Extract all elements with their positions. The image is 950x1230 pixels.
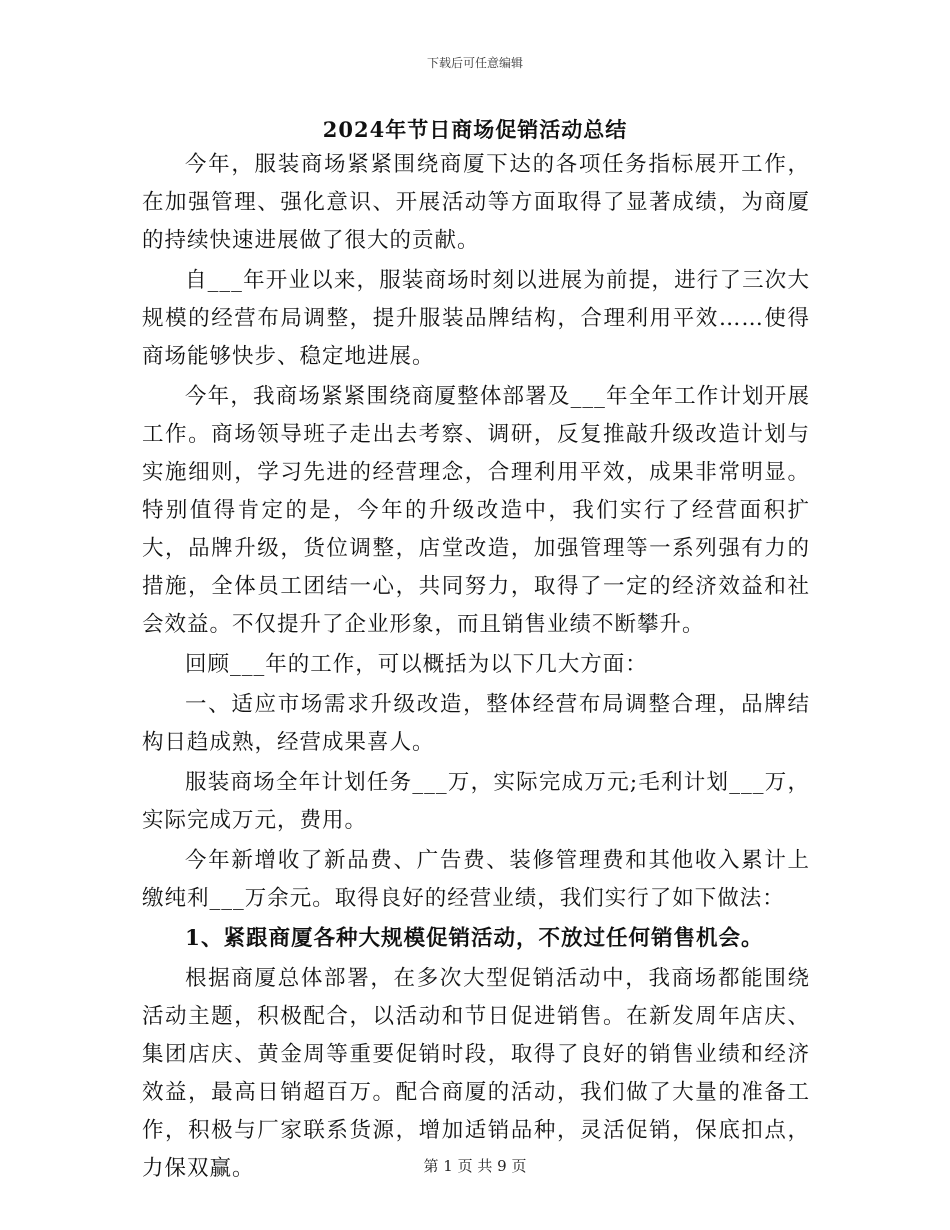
paragraph-opening-history: 自___年开业以来，服装商场时刻以进展为前提，进行了三次大规模的经营布局调整，提升服装品牌结构，合理利用平效……使得商场能够快步、稳定地进展。 bbox=[142, 268, 810, 369]
paragraph-annual-plan: 今年，我商场紧紧围绕商厦整体部署及___年全年工作计划开展工作。商场领导班子走出去考察、调研，反复推敲升级改造计划与实施细则，学习先进的经营理念，合理利用平效，成果非常明显。特别值得肯定的是，今年的升级改造中，我们实行了经营面积扩大，品牌升级，货位调整，店堂改造，加强管理等一系列强有力的措施，全体员工团结一心，共同努力，取得了一定的经济效益和社会效益。不仅提升了企业形象，而且销售业绩不断攀升。 bbox=[142, 384, 810, 637]
paragraph-section-one: 一、适应市场需求升级改造，整体经营布局调整合理，品牌结构日趋成熟，经营成果喜人。 bbox=[142, 692, 810, 755]
document-body bbox=[142, 146, 810, 1190]
heading-item-one: 1、紧跟商厦各种大规模促销活动，不放过任何销售机会。 bbox=[185, 926, 764, 951]
paragraph-targets: 服装商场全年计划任务___万，实际完成万元;毛利计划___万，实际完成万元，费用。 bbox=[142, 770, 810, 833]
page-footer: 第 1 页 共 9 页 bbox=[423, 1157, 527, 1175]
paragraph-intro: 今年，服装商场紧紧围绕商厦下达的各项任务指标展开工作，在加强管理、强化意识、开展活动等方面取得了显著成绩，为商厦的持续快速进展做了很大的贡献。 bbox=[142, 152, 810, 253]
paragraph-new-income: 今年新增收了新品费、广告费、装修管理费和其他收入累计上缴纯利___万余元。取得良好的经营业绩，我们实行了如下做法： bbox=[142, 848, 810, 911]
paragraph-review: 回顾___年的工作，可以概括为以下几大方面： bbox=[185, 652, 648, 677]
document-title: 2024年节日商场促销活动总结 bbox=[322, 117, 628, 142]
page-header: 下载后可任意编辑 bbox=[426, 56, 523, 70]
paragraph-promotions: 根据商厦总体部署，在多次大型促销活动中，我商场都能围绕活动主题，积极配合，以活动和节日促进销售。在新发周年店庆、集团店庆、黄金周等重要促销时段，取得了良好的销售业绩和经济效益，最高日销超百万。配合商厦的活动，我们做了大量的准备工作，积极与厂家联系货源，增加适销品种，灵活促销，保底扣点，力保双赢。 bbox=[142, 966, 810, 1181]
